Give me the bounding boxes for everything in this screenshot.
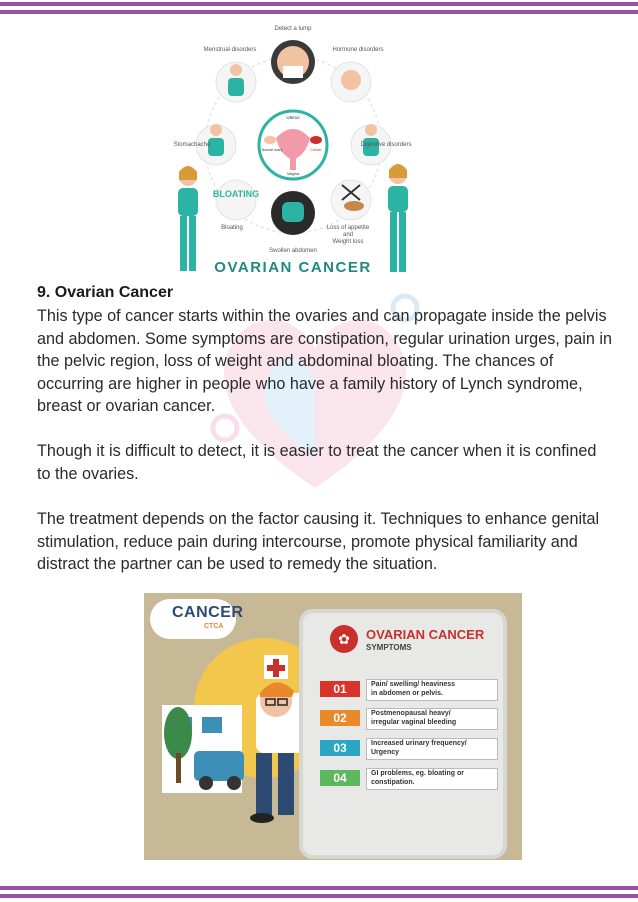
ovarian-cancer-infographic — [166, 20, 416, 276]
symptom-number: 04 — [320, 770, 360, 786]
symptom-item: Postmenopausal heavy/ irregular vaginal bleeding — [366, 708, 498, 730]
symptoms-infographic — [144, 593, 522, 860]
label-bloating-big: BLOATING — [212, 189, 260, 199]
bottom-band-2 — [0, 894, 638, 898]
top-band-1 — [0, 2, 638, 6]
label-menstrual: Menstrual disorders — [203, 47, 257, 53]
label-digestive: Digestive disorders — [360, 142, 412, 148]
svg-text:Cancer: Cancer — [310, 148, 322, 152]
symptom-number: 03 — [320, 740, 360, 756]
paragraph-1: This type of cancer starts within the ovaries and can propagate inside the pelvis and abdomen. Some symptoms are constipation, regular urination urges, pain in the pelvic region, loss of weight and abdominal bloating. The chances of occurring are higher in people who have a family history of Lynch syndrome, breast or ovarian cancer. — [37, 307, 612, 415]
label-bloating: Bloating — [221, 225, 243, 231]
label-appetite-3: Weight loss — [332, 239, 364, 245]
right-woman-figure — [388, 164, 408, 272]
label-stomach: Stomachache — [173, 142, 211, 148]
paragraph-3: The treatment depends on the factor causing it. Techniques to enhance genital stimulation, reduce pain during intercourse, promote physical familiarity and distract the partner can be used to remedy the situation. — [37, 510, 600, 573]
svg-text:Vagina: Vagina — [286, 171, 300, 176]
top-band-2 — [0, 10, 638, 14]
label-appetite-1: Loss of appetite — [326, 225, 370, 231]
appetite-circle — [331, 180, 371, 220]
logo-sub: CTCA — [204, 623, 224, 630]
svg-text:Normal ovary: Normal ovary — [261, 148, 283, 152]
card-title: OVARIAN CANCER — [366, 627, 485, 642]
uterus-icon: ✿ — [330, 625, 358, 653]
card-subtitle: SYMPTOMS — [366, 643, 412, 652]
symptom-item: Increased urinary frequency/ Urgency — [366, 738, 498, 760]
symptom-number: 01 — [320, 681, 360, 697]
label-swollen: Swollen abdomen — [269, 248, 317, 254]
banner-text: OVARIAN CANCER — [214, 259, 372, 276]
bloating-circle — [216, 180, 256, 220]
label-hormone: Hormone disorders — [332, 47, 384, 53]
label-detect-lump: Detect a lump — [274, 26, 312, 32]
logo-text: CANCER — [172, 604, 244, 621]
section-heading: 9. Ovarian Cancer — [37, 284, 174, 301]
label-appetite-2: and — [342, 232, 354, 238]
symptom-item: GI problems, eg. bloating or constipation. — [366, 768, 498, 790]
bottom-band-1 — [0, 886, 638, 890]
symptom-number: 02 — [320, 710, 360, 726]
left-woman-figure — [178, 166, 198, 271]
symptom-item: Pain/ swelling/ heaviness in abdomen or pelvis. — [366, 679, 498, 701]
svg-text:Uterus: Uterus — [286, 115, 300, 120]
paragraph-2: Though it is difficult to detect, it is easier to treat the cancer when it is confined to the ovaries. — [37, 442, 597, 483]
